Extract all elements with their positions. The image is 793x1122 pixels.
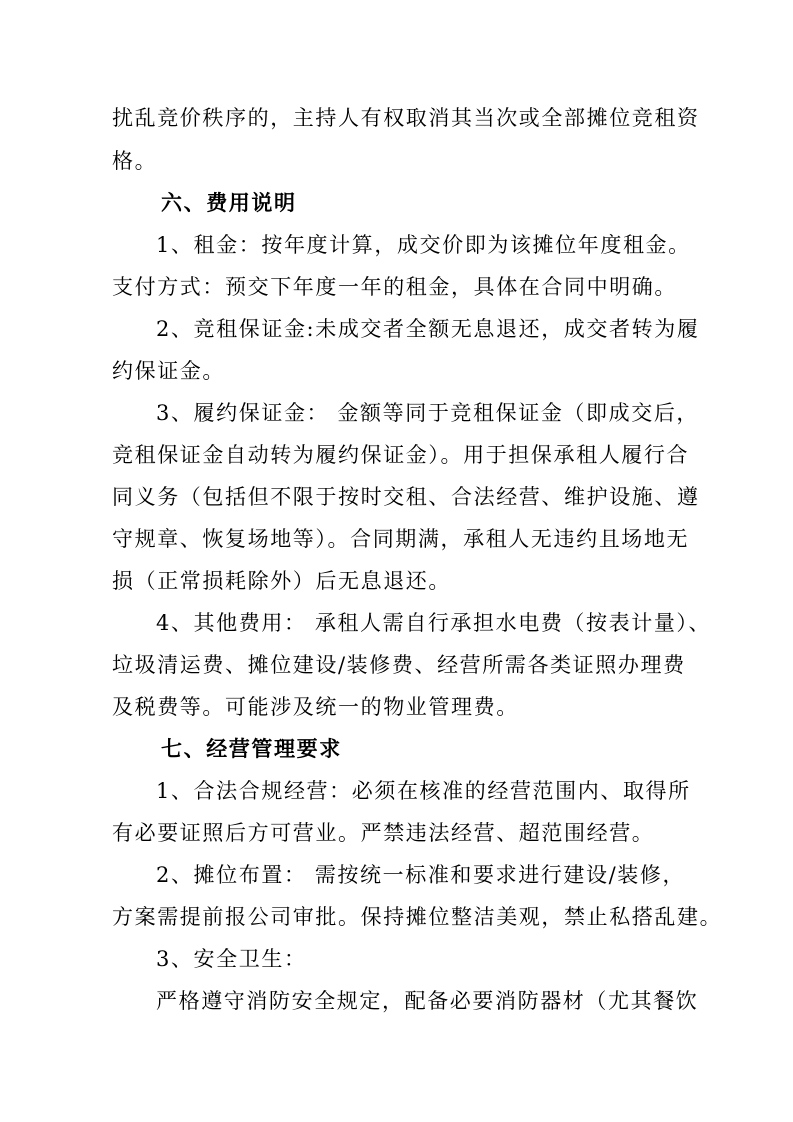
paragraph-line: 竞租保证金自动转为履约保证金）。用于担保承租人履行合 bbox=[112, 443, 690, 467]
paragraph-line: 格。 bbox=[112, 149, 158, 173]
paragraph-line: 2、摊位布置： 需按统一标准和要求进行建设/装修， bbox=[156, 863, 686, 887]
paragraph-line: 守规章、恢复场地等）。合同期满，承租人无违约且场地无 bbox=[112, 527, 690, 551]
paragraph-line: 损（正常损耗除外）后无息退还。 bbox=[112, 569, 451, 593]
paragraph-line: 2、竞租保证金:未成交者全额无息退还，成交者转为履 bbox=[156, 317, 700, 341]
paragraph-line: 1、合法合规经营：必须在核准的经营范围内、取得所 bbox=[156, 779, 691, 803]
paragraph-line: 3、履约保证金： 金额等同于竞租保证金（即成交后， bbox=[156, 401, 700, 425]
section-heading-7: 七、经营管理要求 bbox=[161, 736, 342, 761]
paragraph-line: 有必要证照后方可营业。严禁违法经营、超范围经营。 bbox=[112, 821, 655, 845]
paragraph-line: 约保证金。 bbox=[112, 359, 225, 383]
section-heading-6: 六、费用说明 bbox=[161, 190, 297, 215]
paragraph-line: 4、其他费用： 承租人需自行承担水电费（按表计量）、 bbox=[156, 611, 712, 635]
paragraph-line: 3、安全卫生： bbox=[156, 947, 307, 971]
paragraph-line: 同义务（包括但不限于按时交租、合法经营、维护设施、遵 bbox=[112, 485, 700, 509]
paragraph-line: 垃圾清运费、摊位建设/装修费、经营所需各类证照办理费 bbox=[112, 653, 686, 677]
paragraph-line: 支付方式：预交下年度一年的租金，具体在合同中明确。 bbox=[112, 275, 677, 299]
paragraph-line: 方案需提前报公司审批。保持摊位整洁美观，禁止私搭乱建。 bbox=[112, 905, 723, 929]
paragraph-line: 1、租金：按年度计算，成交价即为该摊位年度租金。 bbox=[156, 233, 691, 257]
paragraph-line: 扰乱竞价秩序的，主持人有权取消其当次或全部摊位竞租资 bbox=[112, 106, 700, 130]
paragraph-line: 及税费等。可能涉及统一的物业管理费。 bbox=[112, 695, 519, 719]
paragraph-line: 严格遵守消防安全规定，配备必要消防器材（尤其餐饮 bbox=[156, 989, 699, 1013]
